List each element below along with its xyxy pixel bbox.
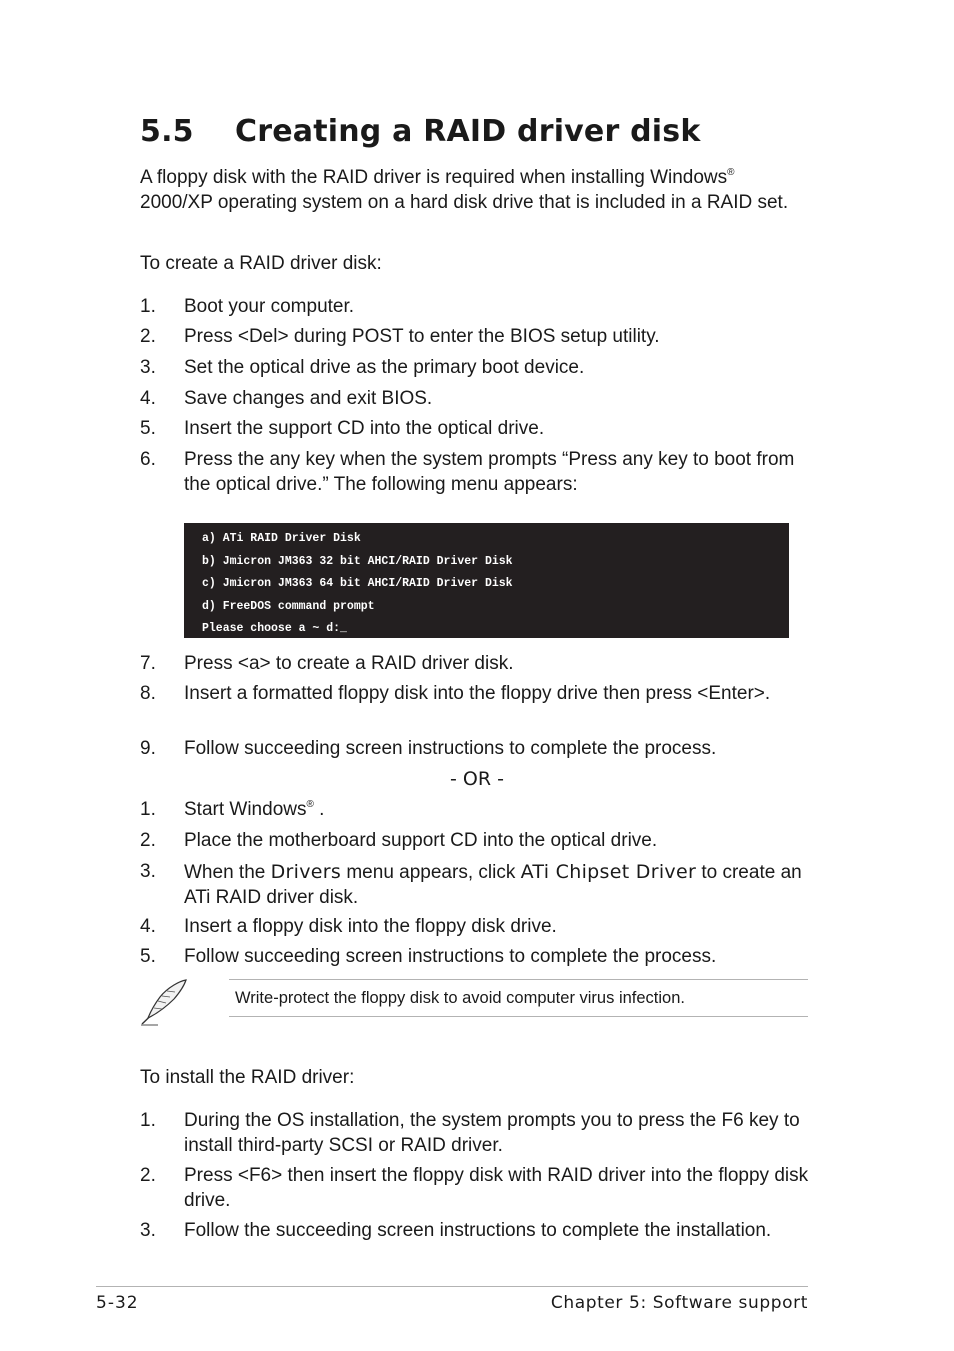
list-number: 6. <box>140 449 156 470</box>
drivers-menu-name: Drivers <box>270 861 342 883</box>
list-text: Place the motherboard support CD into the optical drive. <box>184 830 658 851</box>
note-top-rule <box>229 979 808 980</box>
list-number: 5. <box>140 946 156 967</box>
list-text: Press <a> to create a RAID driver disk. <box>184 653 514 674</box>
boot-menu-console <box>184 523 789 638</box>
intro-paragraph <box>140 166 800 215</box>
install-heading: To install the RAID driver: <box>140 1067 355 1088</box>
list-text: Set the optical drive as the primary boot device. <box>184 357 585 378</box>
list-text: Insert a formatted floppy disk into the floppy drive then press <Enter>. <box>184 683 771 704</box>
console-line: a) ATi RAID Driver Disk <box>202 532 361 545</box>
section-title-text: Creating a RAID driver disk <box>235 114 701 149</box>
registered-mark: ® <box>306 799 314 810</box>
console-line: d) FreeDOS command prompt <box>202 599 375 613</box>
list-text: Press <Del> during POST to enter the BIOS setup utility. <box>184 326 660 347</box>
list-number: 8. <box>140 683 156 704</box>
start-windows-text: Start Windows <box>184 799 307 820</box>
step-text: When the <box>184 862 271 883</box>
list-number: 7. <box>140 653 156 674</box>
list-number: 2. <box>140 830 156 851</box>
step-text: menu appears, click <box>341 862 521 883</box>
create-heading: To create a RAID driver disk: <box>140 253 382 274</box>
list-text: Follow succeeding screen instructions to complete the process. <box>184 738 717 759</box>
list-text: Press the any key when the system prompts “Press any key to boot from the optical drive.” The following menu appears: <box>184 449 795 495</box>
list-number: 3. <box>140 357 156 378</box>
list-number: 5. <box>140 418 156 439</box>
list-text: During the OS installation, the system prompts you to press the F6 key to install third-party SCSI or RAID driver. <box>184 1110 800 1156</box>
list-text: Save changes and exit BIOS. <box>184 388 433 409</box>
list-text: Boot your computer. <box>184 296 355 317</box>
section-title <box>140 114 700 149</box>
list-number: 3. <box>140 861 156 882</box>
intro-text-b: 2000/XP operating system on a hard disk drive that is included in a RAID set. <box>140 191 789 213</box>
note-bottom-rule <box>229 1016 808 1017</box>
section-number: 5.5 <box>140 114 194 149</box>
list-text: Follow succeeding screen instructions to complete the process. <box>184 946 717 967</box>
page-number: 5-32 <box>96 1293 139 1313</box>
list-text: Press <F6> then insert the floppy disk with RAID driver into the floppy disk drive. <box>184 1165 809 1211</box>
registered-mark: ® <box>727 167 735 178</box>
list-number: 1. <box>140 296 156 317</box>
list-number: 1. <box>140 1110 156 1131</box>
list-number: 2. <box>140 1165 156 1186</box>
or-divider: - OR - <box>450 768 504 790</box>
list-text: Insert the support CD into the optical drive. <box>184 418 545 439</box>
list-number: 1. <box>140 799 156 820</box>
console-line: c) Jmicron JM363 64 bit AHCI/RAID Driver Disk <box>202 577 513 591</box>
ati-chipset-driver-name: ATi Chipset Driver <box>520 861 697 883</box>
list-number: 4. <box>140 916 156 937</box>
note-text: Write-protect the floppy disk to avoid computer virus infection. <box>235 989 685 1007</box>
footer-rule <box>96 1286 808 1287</box>
list-text: Insert a floppy disk into the floppy disk drive. <box>184 916 557 937</box>
intro-text-a: A floppy disk with the RAID driver is required when installing Windows <box>140 167 728 188</box>
list-text <box>184 860 810 910</box>
list-text <box>184 798 810 823</box>
note-feather-icon <box>138 977 190 1029</box>
list-number: 4. <box>140 388 156 409</box>
list-number: 3. <box>140 1220 156 1241</box>
list-number: 2. <box>140 326 156 347</box>
step-text: to create an ATi RAID driver disk. <box>184 862 802 908</box>
console-line: b) Jmicron JM363 32 bit AHCI/RAID Driver Disk <box>202 554 513 568</box>
list-number: 9. <box>140 738 156 759</box>
period-text: . <box>313 799 325 820</box>
list-text: Follow the succeeding screen instructions to complete the installation. <box>184 1220 772 1241</box>
chapter-title: Chapter 5: Software support <box>550 1293 808 1313</box>
console-prompt: Please choose a ~ d:_ <box>202 622 347 636</box>
